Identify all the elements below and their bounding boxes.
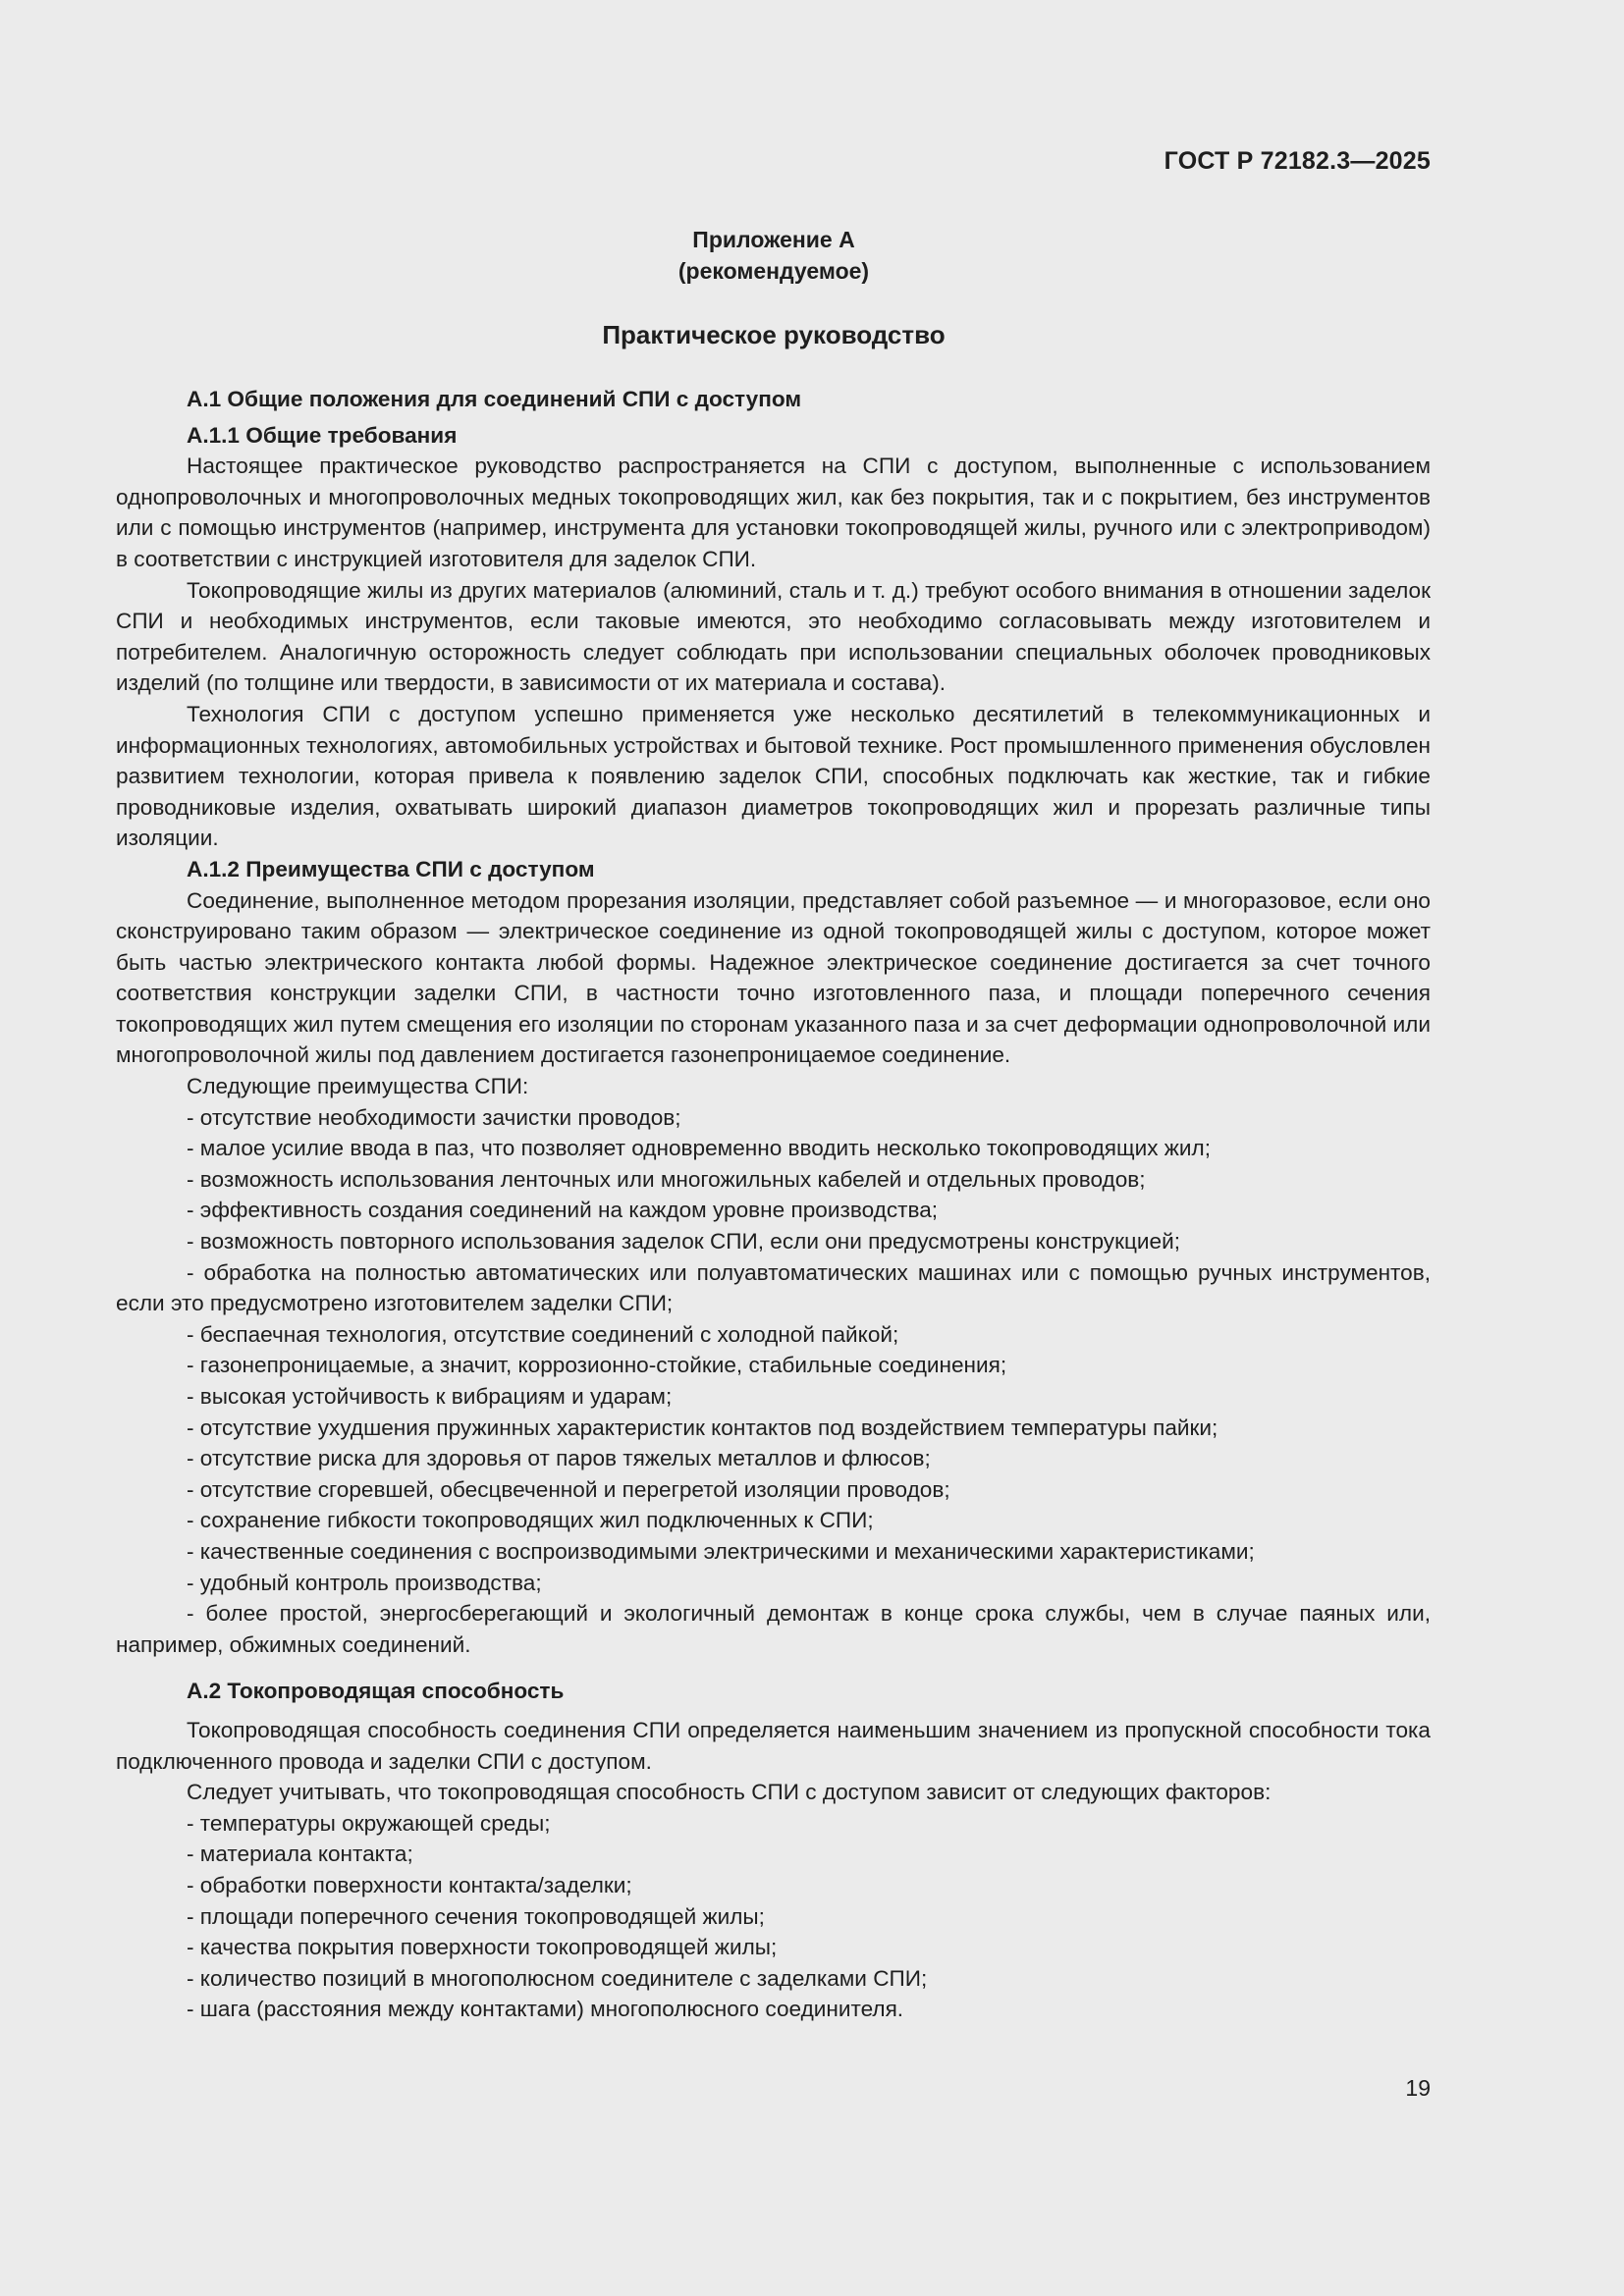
appendix-title: Приложение А: [692, 227, 855, 252]
standard-designation: ГОСТ Р 72182.3—2025: [1164, 147, 1431, 175]
appendix-heading: [116, 224, 1432, 287]
section-heading-a12: А.1.2 Преимущества СПИ с доступом: [187, 856, 595, 881]
list-item: - малое усилие ввода в паз, что позволяет одновременно вводить несколько токопроводящих жил;: [187, 1136, 1212, 1161]
list-item: - площади поперечного сечения токопроводящей жилы;: [187, 1903, 765, 1929]
list-item: - высокая устойчивость к вибрациям и ударам;: [187, 1384, 673, 1409]
list-item: - качественные соединения с воспроизводимыми электрическими и механическими характеристиками;: [187, 1538, 1255, 1564]
list-item: - более простой, энергосберегающий и экологичный демонтаж в конце срока службы, чем в случае паяных или, например, обжимных соединений.: [116, 1601, 1431, 1657]
list-item: - газонепроницаемые, а значит, коррозионно-стойкие, стабильные соединения;: [187, 1353, 1007, 1378]
list-intro: Следующие преимущества СПИ:: [187, 1074, 529, 1099]
list-item: - качества покрытия поверхности токопроводящей жилы;: [187, 1935, 778, 1960]
list-item: - беспаечная технология, отсутствие соединений с холодной пайкой;: [187, 1321, 899, 1347]
list-item: - количество позиций в многополюсном соединителе с заделками СПИ;: [187, 1965, 928, 1991]
list-item: - сохранение гибкости токопроводящих жил подключенных к СПИ;: [187, 1508, 874, 1533]
page-number: 19: [1405, 2075, 1431, 2101]
paragraph: Настоящее практическое руководство распространяется на СПИ с доступом, выполненные с использованием однопроволочных и многопроволочных медных токопроводящих жил, как без покрытия, так и с покрытием, без инструментов или с помощью инструментов (например, инструмента для установки токопроводящей жилы, ручного или с электроприводом) в соответствии с инструкцией изготовителя для заделок СПИ.: [116, 454, 1431, 571]
paragraph: Токопроводящая способность соединения СПИ определяется наименьшим значением из пропускной способности тока подключенного провода и заделки СПИ с доступом.: [116, 1717, 1431, 1774]
list-item: - температуры окружающей среды;: [187, 1810, 551, 1836]
list-intro: Следует учитывать, что токопроводящая способность СПИ с доступом зависит от следующих факторов:: [187, 1780, 1272, 1805]
section-heading-a2: А.2 Токопроводящая способность: [187, 1679, 565, 1704]
paragraph: Токопроводящие жилы из других материалов (алюминий, сталь и т. д.) требуют особого внимания в отношении заделок СПИ и необходимых инструментов, если таковые имеются, это необходимо согласовывать между изготовителем и потребителем. Аналогичную осторожность следует соблюдать при использовании специальных оболочек проводниковых изделий (по толщине или твердости, в зависимости от их материала и состава).: [116, 577, 1431, 696]
list-item: - отсутствие ухудшения пружинных характеристик контактов под воздействием температуры пайки;: [187, 1415, 1218, 1440]
paragraph: Технология СПИ с доступом успешно применяется уже несколько десятилетий в телекоммуникационных и информационных технологиях, автомобильных устройствах и бытовой технике. Рост промышленного применения обусловлен развитием технологии, которая привела к появлению заделок СПИ, способных подключать как жесткие, так и гибкие проводниковые изделия, охватывать широкий диапазон диаметров токопроводящих жил и прорезать различные типы изоляции.: [116, 701, 1431, 851]
list-item: - удобный контроль производства;: [187, 1570, 542, 1595]
paragraph: Соединение, выполненное методом прорезания изоляции, представляет собой разъемное — и многоразовое, если оно сконструировано таким образом — электрическое соединение из одной токопроводящей жилы с доступом, которое может быть частью электрического контакта любой формы. Надежное электрическое соединение достигается за счет точного соответствия конструкции заделки СПИ, в частности точно изготовленного паза, и площади поперечного сечения токопроводящих жил путем смещения его изоляции по сторонам указанного паза и за счет деформации однопроволочной или многопроволочной жилы под давлением достигается газонепроницаемое соединение.: [116, 887, 1431, 1068]
list-item: - возможность использования ленточных или многожильных кабелей и отдельных проводов;: [187, 1166, 1146, 1192]
document-body: [116, 384, 1431, 2025]
section-heading-a1: А.1 Общие положения для соединений СПИ с доступом: [187, 387, 802, 411]
section-heading-a11: А.1.1 Общие требования: [187, 422, 458, 448]
list-item: - шага (расстояния между контактами) многополюсного соединителя.: [187, 1997, 904, 2022]
list-item: - обработка на полностью автоматических или полуавтоматических машинах или с помощью ручных инструментов, если это предусмотрено изготовителем заделки СПИ;: [116, 1259, 1431, 1316]
appendix-subtitle: (рекомендуемое): [677, 258, 870, 284]
list-item: - возможность повторного использования заделок СПИ, если они предусмотрены конструкцией;: [187, 1229, 1180, 1255]
list-item: - эффективность создания соединений на каждом уровне производства;: [187, 1198, 939, 1223]
list-item: - обработки поверхности контакта/заделки;: [187, 1872, 632, 1897]
guide-title: Практическое руководство: [602, 320, 946, 349]
list-item: - материала контакта;: [187, 1842, 413, 1867]
list-item: - отсутствие сгоревшей, обесцвеченной и перегретой изоляции проводов;: [187, 1476, 950, 1502]
list-item: - отсутствие необходимости зачистки проводов;: [187, 1104, 681, 1130]
list-item: - отсутствие риска для здоровья от паров тяжелых металлов и флюсов;: [187, 1446, 931, 1471]
